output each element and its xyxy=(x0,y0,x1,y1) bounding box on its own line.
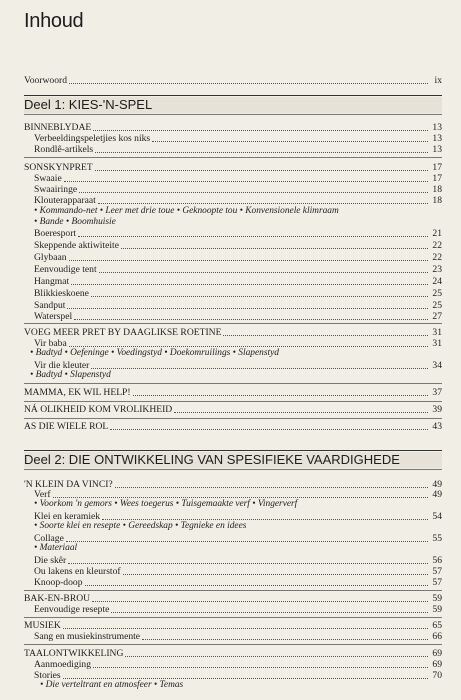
toc-entry[interactable]: Verbeeldingspeletjies kos niks 13 xyxy=(34,133,442,144)
sub-topics: • Kommando-net • Leer met drie toue • Geknoopte tou • Konvensionele klimraam xyxy=(34,206,339,216)
toc-entry[interactable]: Knoop-doop 57 xyxy=(34,577,442,588)
sub-topics: • Badtyd • Oefeninge • Voedingstyd • Doekomruilings • Slapenstyd xyxy=(30,348,279,358)
sub-topics: • Bande • Boomhuisie xyxy=(34,217,116,227)
part-1-heading: Deel 1: KIES-'N-SPEL xyxy=(24,97,153,112)
section-rule xyxy=(24,450,442,451)
toc-entry-voeg-meer-pret[interactable]: VOEG MEER PRET BY DAAGLIKSE ROETINE 31 xyxy=(24,327,442,338)
toc-entry[interactable]: Rondlê-artikels 13 xyxy=(34,144,442,155)
toc-entry[interactable]: Collage 55 xyxy=(34,533,442,544)
toc-entry[interactable]: Eenvoudige resepte 59 xyxy=(34,604,442,615)
toc-entry[interactable]: Stories 70 xyxy=(34,670,442,681)
part-2-heading: Deel 2: DIE ONTWIKKELING VAN SPESIFIEKE VAARDIGHEDE xyxy=(24,452,400,467)
toc-entry[interactable]: Waterspel 27 xyxy=(34,311,442,322)
toc-entry[interactable]: Ou lakens en kleurstof 57 xyxy=(34,566,442,577)
toc-entry[interactable]: Glybaan 22 xyxy=(34,252,442,263)
toc-entry[interactable]: Boeresport 21 xyxy=(34,228,442,239)
toc-entry[interactable]: Aanmoediging 69 xyxy=(34,659,442,670)
toc-entry-sonskynpret[interactable]: SONSKYNPRET 17 xyxy=(24,162,442,173)
toc-entry-na-olikheid[interactable]: NÁ OLIKHEID KOM VROLIKHEID 39 xyxy=(24,404,442,415)
toc-entry[interactable]: Sandput 25 xyxy=(34,300,442,311)
page-title: Inhoud xyxy=(24,10,84,32)
toc-entry[interactable]: Klouterapparaat 18 xyxy=(34,195,442,206)
toc-entry-bak-en-brou[interactable]: BAK-EN-BROU 59 xyxy=(24,593,442,604)
sub-topics: • Die verteltrant en atmosfeer • Temas xyxy=(40,680,184,690)
toc-entry[interactable]: Hangmat 24 xyxy=(34,276,442,287)
toc-entry[interactable]: Die skêr 56 xyxy=(34,555,442,566)
toc-entry[interactable]: Klei en keramiek 54 xyxy=(34,511,442,522)
toc-entry[interactable]: Sang en musiekinstrumente 66 xyxy=(34,631,442,642)
toc-entry[interactable]: Verf 49 xyxy=(34,489,442,500)
toc-entry-binneblydae[interactable]: BINNEBLYDAE 13 xyxy=(24,122,442,133)
toc-entry[interactable]: Blikkieskoene 25 xyxy=(34,288,442,299)
sub-topics: • Materiaal xyxy=(34,543,78,553)
sub-topics: • Soorte klei en resepte • Gereedskap • Tegnieke en idees xyxy=(34,521,247,531)
toc-entry[interactable]: Swaaie 17 xyxy=(34,173,442,184)
toc-entry-musiek[interactable]: MUSIEK 65 xyxy=(24,620,442,631)
toc-entry-klein-da-vinci[interactable]: 'N KLEIN DA VINCI? 49 xyxy=(24,479,442,490)
toc-entry[interactable]: Vir baba 31 xyxy=(34,338,442,349)
toc-entry-mamma[interactable]: MAMMA, EK WIL HELP! 37 xyxy=(24,387,442,398)
toc-entry[interactable]: Skeppende aktiwiteite 22 xyxy=(34,240,442,251)
sub-topics: • Badtyd • Slapenstyd xyxy=(30,370,111,380)
toc-entry-wiele[interactable]: AS DIE WIELE ROL 43 xyxy=(24,421,442,432)
toc-entry-voorwoord[interactable]: Voorwoord ix xyxy=(24,75,442,86)
sub-topics: • Voorkom 'n gemors • Wees toegerus • Tuisgemaakte verf • Vingerverf xyxy=(34,499,298,509)
toc-entry-taalontwikkeling[interactable]: TAALONTWIKKELING 69 xyxy=(24,648,442,659)
section-rule xyxy=(24,95,442,96)
toc-entry[interactable]: Vir die kleuter 34 xyxy=(34,360,442,371)
toc-entry[interactable]: Eenvoudige tent 23 xyxy=(34,264,442,275)
toc-entry[interactable]: Swaairinge 18 xyxy=(34,184,442,195)
